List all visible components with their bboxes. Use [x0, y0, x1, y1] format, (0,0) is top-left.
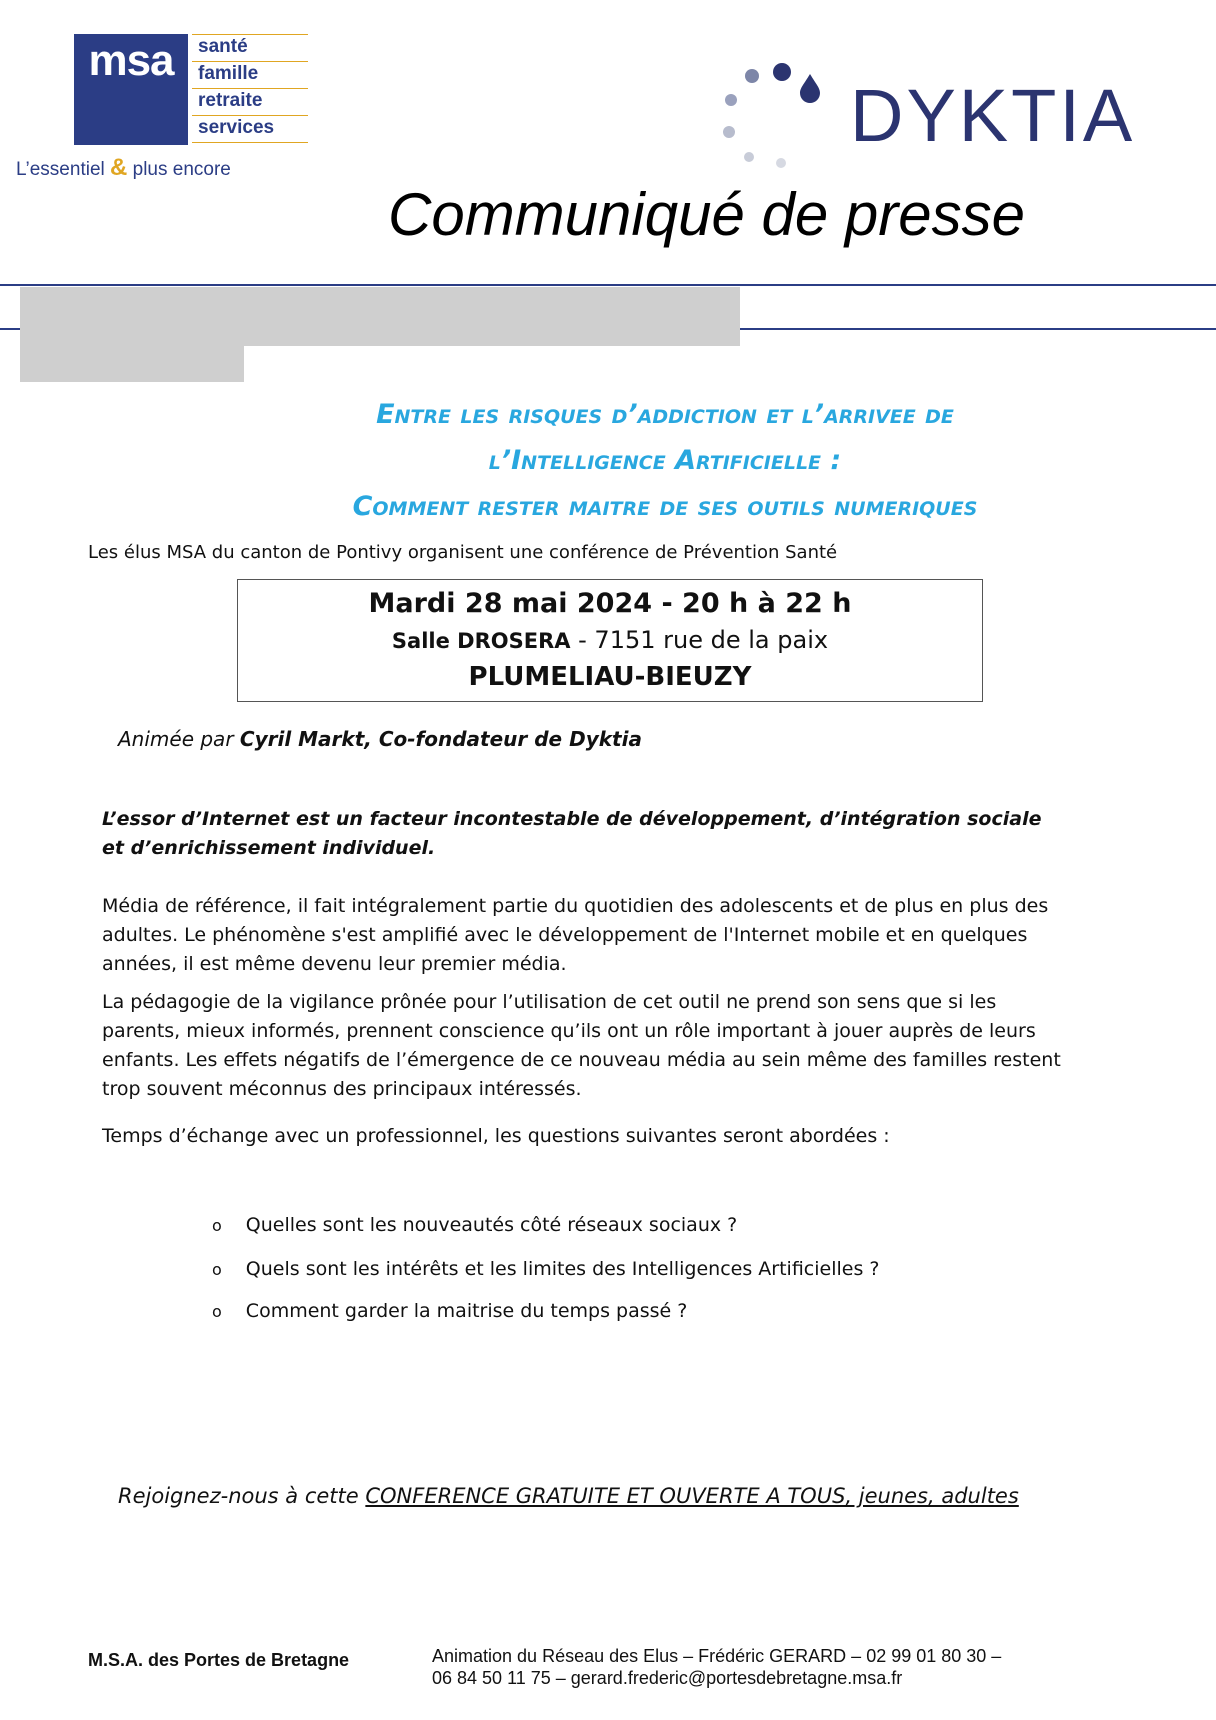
question-text: Quelles sont les nouveautés côté réseaux sociaux ?: [245, 1214, 738, 1236]
header-rule-top: [0, 284, 1216, 286]
heading-line-2: l’Intelligence Artificielle :: [488, 445, 842, 476]
msa-word: retraite: [192, 89, 308, 116]
msa-logo: [74, 34, 188, 145]
bullet-icon: o: [212, 1216, 222, 1235]
venue-address: - 7151 rue de la paix: [570, 626, 829, 654]
msa-word: services: [192, 116, 308, 143]
footer-contact: [432, 1645, 1032, 1689]
msa-tagline: [16, 154, 231, 182]
venue-name: Salle DROSERA: [391, 629, 571, 653]
intro-text: Les élus MSA du canton de Pontivy organisent une conférence de Prévention Santé: [88, 542, 838, 563]
question-item: [212, 1300, 687, 1322]
body-paragraph: La pédagogie de la vigilance prônée pour l’utilisation de cet outil ne prend son sens que si les parents, mieux informés, prennent conscience qu’ils ont un rôle important à jouer auprès de leurs enfants. Les effets négatifs de l’émergence de ce nouveau média au sein même des familles restent trop souvent méconnus des principaux intéressés.: [102, 991, 1061, 1100]
body-paragraph: Média de référence, il fait intégralement partie du quotidien des adolescents et de plus en plus des adultes. Le phénomène s'est amplifié avec le développement de l'Internet mobile et en quelques années, il est même devenu leur premier média.: [102, 895, 1049, 975]
footer-contact-line: 06 84 50 11 75 – gerard.frederic@portesdebretagne.msa.fr: [432, 1668, 903, 1688]
msa-word: santé: [192, 34, 308, 62]
msa-logo-words: [192, 34, 308, 143]
closing-highlight: CONFERENCE GRATUITE ET OUVERTE A TOUS, jeunes, adultes: [365, 1484, 1019, 1508]
heading-line-1: Entre les risques d’addiction et l’arrivee de: [376, 399, 954, 430]
animator-name: Cyril Markt, Co-fondateur de Dyktia: [239, 727, 642, 751]
heading-line-3: Comment rester maitre de ses outils numeriques: [352, 491, 978, 522]
event-date: Mardi 28 mai 2024 - 20 h à 22 h: [368, 588, 852, 619]
event-venue: [238, 622, 982, 659]
bullet-icon: o: [212, 1302, 222, 1321]
dyktia-dots-icon: [720, 60, 830, 170]
questions-intro: Temps d’échange avec un professionnel, les questions suivantes seront abordées :: [102, 1125, 890, 1147]
redacted-block: [20, 287, 740, 346]
event-box: [237, 579, 983, 702]
msa-word: famille: [192, 62, 308, 89]
bullet-icon: o: [212, 1260, 222, 1279]
dyktia-wordmark: DYKTIA: [850, 74, 1136, 157]
animator-prefix: Animée par: [118, 727, 240, 751]
lead-paragraph: L’essor d’Internet est un facteur incontestable de développement, d’intégration sociale et d’enrichissement individuel.: [102, 808, 1042, 859]
question-text: Comment garder la maitrise du temps passé ?: [245, 1300, 688, 1322]
closing-line: [118, 1484, 1019, 1508]
footer-organization: M.S.A. des Portes de Bretagne: [88, 1650, 350, 1670]
tagline-part1: L’essentiel: [16, 159, 105, 180]
tagline-part2: plus encore: [132, 159, 231, 180]
tagline-amp: &: [110, 154, 128, 181]
closing-prefix: Rejoignez-nous à cette: [118, 1484, 366, 1508]
question-text: Quels sont les intérêts et les limites des Intelligences Artificielles ?: [245, 1258, 880, 1280]
animator-line: [118, 727, 642, 751]
event-city: PLUMELIAU-BIEUZY: [468, 662, 752, 692]
document-title: Communiqué de presse: [388, 181, 1026, 248]
question-item: [212, 1214, 737, 1236]
question-item: [212, 1258, 879, 1280]
msa-logo-mark: msa: [88, 36, 174, 85]
footer-contact-line: Animation du Réseau des Elus – Frédéric GERARD – 02 99 01 80 30 –: [432, 1646, 1002, 1666]
redacted-block: [20, 346, 244, 382]
